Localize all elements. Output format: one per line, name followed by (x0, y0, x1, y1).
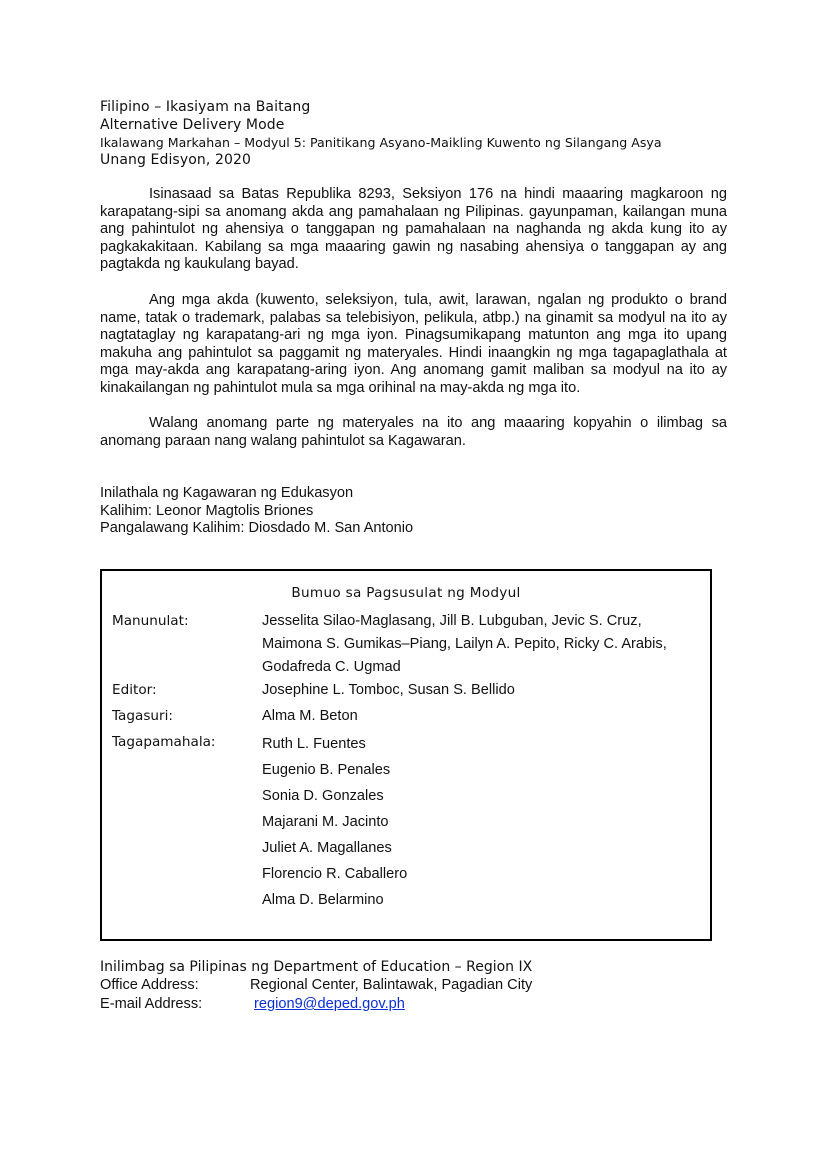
office-address-label: Office Address: (100, 977, 199, 993)
box-title: Bumuo sa Pagsusulat ng Modyul (291, 585, 521, 601)
reviewer-label: Tagasuri: (112, 708, 173, 724)
printed-by: Inilimbag sa Pilipinas ng Department of Education – Region IX (100, 959, 533, 975)
copyright-paragraph-1: Isinasaad sa Batas Republika 8293, Seksiyon 176 na hindi maaaring magkaroon ng karapatang-sipi sa anomang akda ang pamahalaan ng Pilipinas. gayunpaman, kailangan muna ang pahintulot ng ahensiya o tanggapan ng pamahalaan na naghanda ng akda kung ito ay pagkakakitaan. Kabilang sa mga maaaring gawin ng nasabing ahensiya o tanggapan ay ang pagtakda ng kaukulang bayad. (100, 186, 727, 272)
writer-line: Jesselita Silao-Maglasang, Jill B. Lubguban, Jevic S. Cruz, (262, 613, 642, 629)
email-address-row (100, 995, 740, 1014)
manager-name: Ruth L. Fuentes (262, 736, 366, 752)
writer-label: Manunulat: (112, 613, 189, 629)
delivery-mode: Alternative Delivery Mode (100, 116, 285, 133)
manager-name: Florencio R. Caballero (262, 866, 408, 882)
copyright-paragraph-3: Walang anomang parte ng materyales na ito ang maaaring kopyahin o ilimbag sa anomang paraan nang walang pahintulot sa Kagawaran. (100, 415, 727, 449)
footer-info (100, 958, 740, 1014)
writer-names (262, 610, 702, 679)
undersecretary-line: Pangalawang Kalihim: Diosdado M. San Antonio (100, 520, 414, 536)
publisher-line: Inilathala ng Kagawaran ng Edukasyon (100, 485, 354, 501)
email-link[interactable]: region9@deped.gov.ph (254, 996, 405, 1012)
document-header (100, 99, 740, 169)
subject-grade: Filipino – Ikasiyam na Baitang (100, 99, 311, 115)
writer-line: Maimona S. Gumikas–Piang, Lailyn A. Pepito, Ricky C. Arabis, (262, 636, 667, 652)
reviewer-names: Alma M. Beton (262, 708, 358, 724)
manager-label: Tagapamahala: (112, 734, 216, 750)
copyright-paragraph-2: Ang mga akda (kuwento, seleksiyon, tula, awit, larawan, ngalan ng produkto o brand name, tatak o trademark, palabas sa telebisiyon, pelikula, atbp.) na ginamit sa modyul na ito ay nagtataglay ng karapatang-ari ng mga iyon. Pinagsumikapang matunton ang mga ito upang makuha ang pahintulot sa paggamit ng materyales. Hindi inaangkin ng mga tagapaglathala at mga may-akda ang karapatang-aring iyon. Ang anomang gamit maliban sa modyul na ito ay kinakailangan ng pahintulot mula sa mga orihinal na may-akda ng mga ito. (100, 292, 727, 396)
manager-name: Alma D. Belarmino (262, 892, 384, 908)
publisher-info (100, 485, 413, 538)
edition: Unang Edisyon, 2020 (100, 151, 251, 168)
module-title: Ikalawang Markahan – Modyul 5: Panitikang Asyano-Maikling Kuwento ng Silangang Asya (100, 135, 662, 150)
manager-names (262, 731, 702, 913)
editor-label: Editor: (112, 682, 157, 698)
manager-name: Eugenio B. Penales (262, 762, 391, 778)
writer-line: Godafreda C. Ugmad (262, 659, 401, 675)
office-address-row (100, 976, 740, 995)
email-address-label: E-mail Address: (100, 996, 203, 1012)
office-address-value: Regional Center, Balintawak, Pagadian City (250, 977, 533, 993)
manager-name: Majarani M. Jacinto (262, 814, 389, 830)
editor-names: Josephine L. Tomboc, Susan S. Bellido (262, 682, 515, 698)
manager-name: Juliet A. Magallanes (262, 840, 392, 856)
manager-name: Sonia D. Gonzales (262, 788, 384, 804)
development-team-box (100, 569, 712, 941)
secretary-line: Kalihim: Leonor Magtolis Briones (100, 502, 314, 519)
